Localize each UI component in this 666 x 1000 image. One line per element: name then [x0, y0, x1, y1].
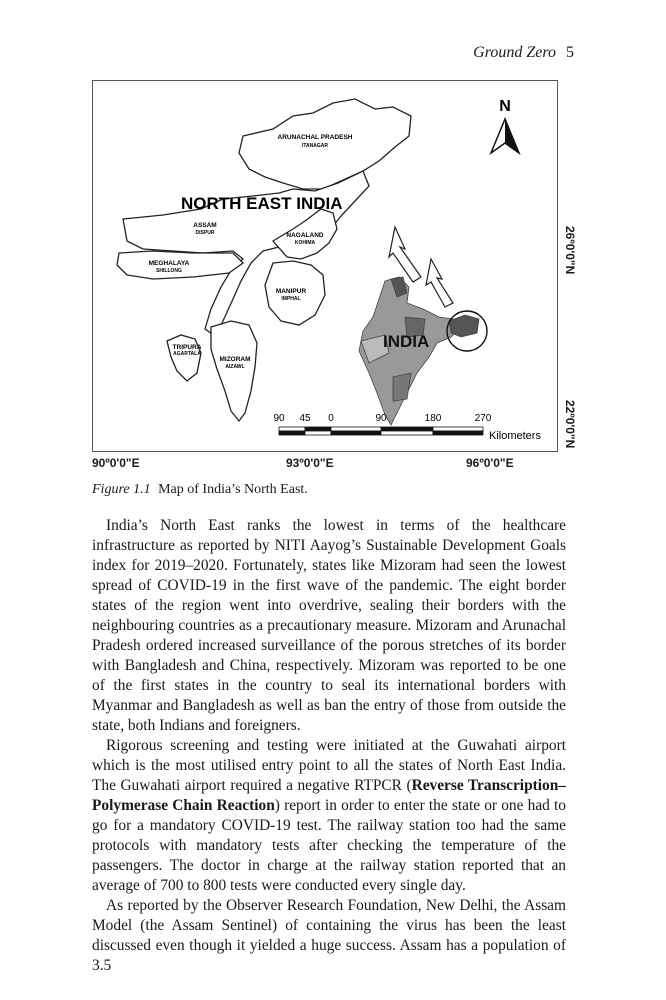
- bold-term: Reverse Transcription–Polymerase Chain Reaction: [92, 777, 566, 814]
- state-label-meghalaya: MEGHALAYA: [148, 260, 190, 267]
- running-head: [473, 44, 574, 62]
- state-label-arunachal: ARUNACHAL PRADESH: [277, 134, 353, 141]
- paragraph: As reported by the Observer Research Foundation, New Delhi, the Assam Model (the Assam Sentinel) of containing the virus has been the least discussed even though it yielded a huge success. Assam has a population of 3.5: [92, 897, 566, 974]
- state-label-manipur: MANIPUR: [275, 288, 307, 295]
- running-head-title: Ground Zero: [473, 44, 556, 61]
- north-label: N: [499, 98, 511, 115]
- north-east-india-map: [92, 80, 558, 452]
- tripura-shape: [167, 335, 201, 381]
- page-number: 5: [566, 44, 574, 61]
- scale-unit-label: Kilometers: [489, 430, 541, 442]
- capital-label-dispur: DISPUR: [195, 230, 215, 236]
- scale-tick-label: 0: [328, 413, 334, 424]
- paragraph: India’s North East ranks the lowest in terms of the healthcare infrastructure as reported by NITI Aayog’s Sustainable Development Goals index for 2019–2020. Fortunately, states like Mizoram had seen the lowest spread of COVID-19 in the first wave of the pandemic. The eight border states of the region went into overdrive, sealing their borders with the neighbouring countries as a precautionary measure. Mizoram and Arunachal Pradesh ordered increased surveillance of the porous stretches of its border with Bangladesh and China, respectively. Mizoram was reported to be one of the first states in the country to seal its international borders with Myanmar and Bangladesh as well as ban the entry of those from outside the state, both Indians and foreigners.: [92, 517, 566, 734]
- longitude-label: 93º0'0"E: [286, 456, 334, 470]
- scale-tick-label: 270: [474, 413, 492, 424]
- capital-label-itanagar: ITANAGAR: [301, 143, 329, 149]
- scale-bar: [279, 427, 483, 435]
- longitude-label: 96º0'0"E: [466, 456, 514, 470]
- state-label-mizoram: MIZORAM: [219, 356, 251, 363]
- mizoram-shape: [211, 321, 257, 421]
- latitude-label: 26º0'0"N: [563, 226, 577, 275]
- longitude-label: 90º0'0"E: [92, 456, 140, 470]
- north-arrow-icon: [491, 119, 519, 153]
- figure-caption: [92, 482, 308, 498]
- capital-label-shillong: SHILLONG: [156, 268, 182, 274]
- scale-tick-label: 90: [375, 413, 387, 424]
- scale-tick-label: 180: [424, 413, 442, 424]
- figure-label: Figure 1.1: [92, 482, 151, 497]
- india-inset-map: [359, 277, 487, 425]
- capital-label-imphal: IMPHAL: [281, 296, 301, 302]
- capital-label-aizawl: AIZAWL: [225, 364, 245, 370]
- paragraph: Rigorous screening and testing were initiated at the Guwahati airport which is the most utilised entry point to all the states of North East India. The Guwahati airport required a negative RTPCR (Reverse Transcription–Polymerase Chain Reaction) report in order to enter the state or one had to go for a mandatory COVID-19 test. The railway station too had the same protocols with mandatory tests after checking the temperature of the passengers. The doctor in charge at the railway station reported that an average of 700 to 800 tests were conducted every single day.: [92, 737, 566, 894]
- state-label-nagaland: NAGALAND: [286, 232, 324, 239]
- scale-tick-label: 90: [273, 413, 285, 424]
- capital-label-kohima: KOHIMA: [294, 240, 316, 246]
- inset-label-india: INDIA: [383, 332, 430, 351]
- state-label-assam: ASSAM: [193, 222, 217, 229]
- state-label-tripura: TRIPURA: [172, 344, 202, 351]
- capital-label-agartala: AGARTALA: [173, 351, 201, 357]
- map-title: NORTH EAST INDIA: [181, 194, 343, 213]
- scale-tick-label: 45: [299, 413, 311, 424]
- latitude-label: 22º0'0"N: [563, 400, 577, 449]
- figure-caption-text: Map of India’s North East.: [158, 482, 308, 497]
- body-text: [92, 516, 566, 976]
